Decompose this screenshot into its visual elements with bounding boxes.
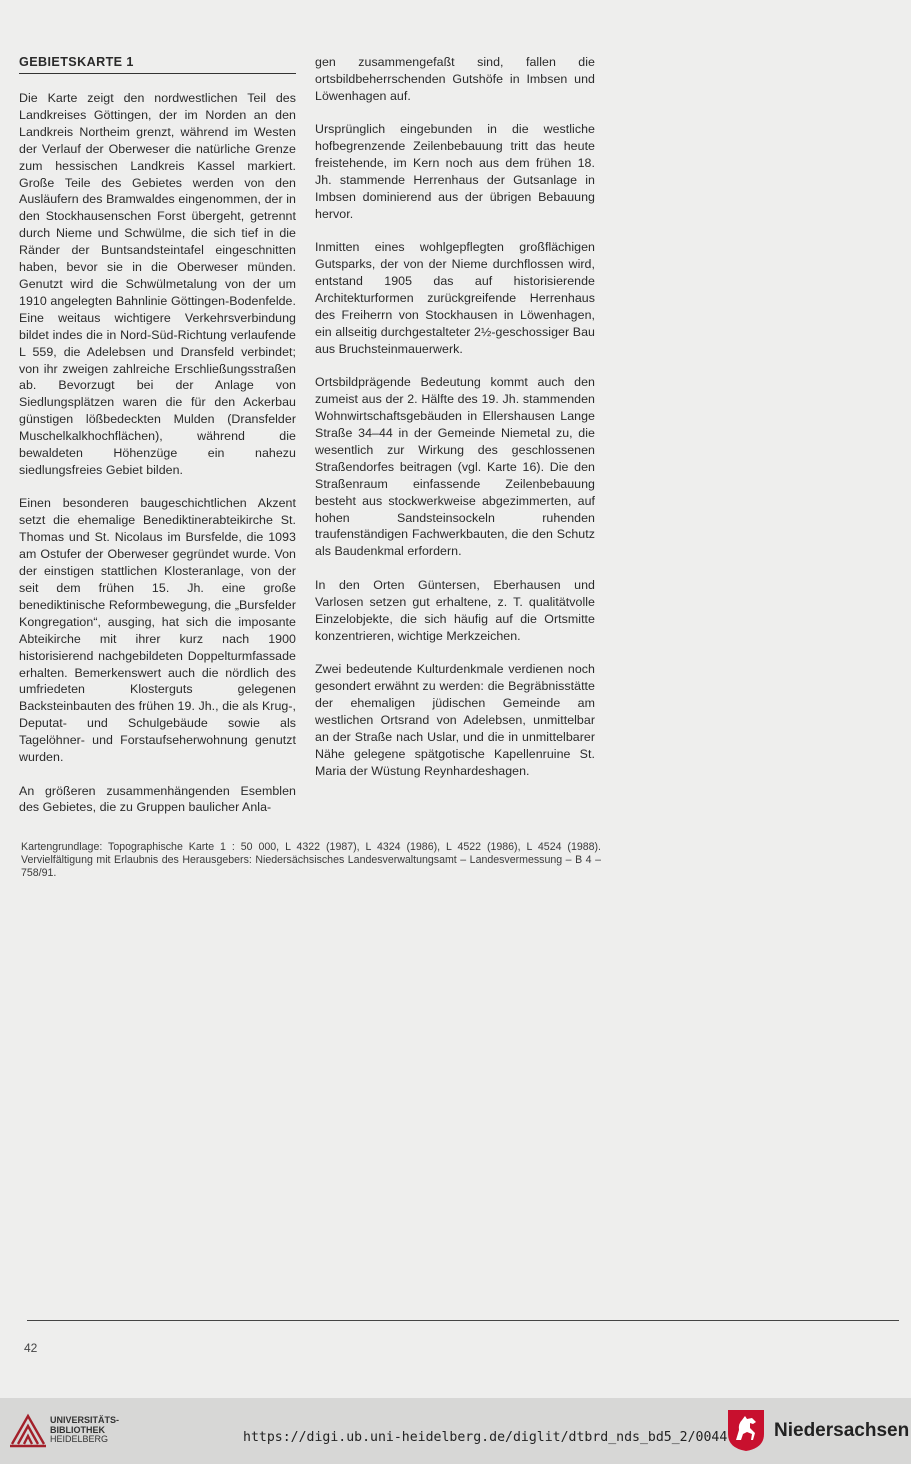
bottom-divider xyxy=(27,1320,899,1321)
page-number: 42 xyxy=(24,1341,38,1355)
university-library-logo-icon xyxy=(8,1410,48,1450)
paragraph: gen zusammengefaßt sind, fallen die ortsbildbeherrschenden Gutshöfe in Imbsen und Löwenhagen auf. xyxy=(315,55,595,103)
left-column xyxy=(19,54,296,833)
right-column xyxy=(315,54,595,796)
library-name-line: UNIVERSITÄTS- xyxy=(50,1415,120,1425)
library-name-line: HEIDELBERG xyxy=(50,1434,109,1444)
paragraph: Zwei bedeutende Kulturdenkmale verdienen noch gesondert erwähnt zu werden: die Begräbnisstätte der ehemaligen jüdischen Gemeinde am westlichen Ortsrand von Adelebsen, unmittelbar an der Straße nach Uslar, und die in unmittelbarer Nähe gelegene spätgotische Kapellenruine St. Maria der Wüstung Reynhardeshagen. xyxy=(315,662,595,778)
library-name-line: BIBLIOTHEK xyxy=(50,1424,105,1435)
paragraph: Ortsbildprägende Bedeutung kommt auch den zumeist aus der 2. Hälfte des 19. Jh. stammenden Wohnwirtschaftsgebäuden in Ellershausen Lange Straße 34–44 in der Gemeinde Niemetal zu, die wesentlich zur Wirkung des geschlossenen Straßendorfes beitragen (vgl. Karte 16). Die den Straßenraum einfassende Zeilenbebauung besteht aus stockwerkweise abgezimmerten, auf hohen Sandsteinsockeln ruhenden traufenständigen Fachwerkbauten, die den Schutz als Baudenkmal erfordern. xyxy=(315,375,595,559)
state-name: Niedersachsen xyxy=(774,1420,910,1441)
paragraph: Die Karte zeigt den nordwestlichen Teil des Landkreises Göttingen, der im Norden an den Landkreis Northeim grenzt, während im Westen der Verlauf der Oberweser die natürliche Grenze zum hessischen Landkreis Kassel markiert. Große Teile des Gebietes werden von den Ausläufern des Bramwaldes eingenommen, der in den Stockhausenschen Forst übergeht, getrennt durch Nieme und Schwülme, die sich tief in die Ränder der Buntsandsteintafel eingeschnitten haben, bevor sie in die Oberweser münden. Genutzt wird die Schwülmetalung von der um 1910 angelegten Bahnlinie Göttingen-Bodenfelde. Eine weitaus wichtigere Verkehrsverbindung bildet indes die in Nord-Süd-Richtung verlaufende L 559, die Adelebsen und Dransfeld verbindet; von ihr zweigen zahlreiche Erschließungsstraßen ab. Bevorzugt bei der Anlage von Siedlungsplätzen waren die für den Ackerbau günstigen lößbedeckten Mulden (Dransfelder Muschelkalkhochflächen), während die bewaldeten Höhenzüge ein nahezu siedlungsfreies Gebiet bilden. xyxy=(19,91,296,477)
section-heading: GEBIETSKARTE 1 xyxy=(19,54,296,74)
viewer-footer xyxy=(0,1398,911,1464)
paragraph: Inmitten eines wohlgepflegten großflächigen Gutsparks, der von der Nieme durchflossen wird, entstand 1905 das auf historisierende Architekturformen zurückgreifende Herrenhaus des Freiherrn von Stockhausen in Löwenhagen, ein allseitig durchgestalteter 2½-geschossiger Bau aus Bruchsteinmauerwerk. xyxy=(315,240,595,356)
paragraph: Ursprünglich eingebunden in die westliche hofbegrenzende Zeilenbebauung tritt das heute freistehende, im Kern noch aus dem frühen 18. Jh. stammende Herrenhaus der Gutsanlage in Imbsen dominierend aus der übrigen Bebauung hervor. xyxy=(315,122,595,221)
niedersachsen-horse-logo-icon xyxy=(726,1408,766,1452)
paragraph: In den Orten Güntersen, Eberhausen und Varlosen setzen gut erhaltene, z. T. qualitätvolle Einzelobjekte, die sich häufig auf die Ortsmitte konzentrieren, wichtige Merkzeichen. xyxy=(315,577,595,643)
map-source-footnote: Kartengrundlage: Topographische Karte 1 : 50 000, L 4322 (1987), L 4324 (1986), L 4522 (1986), L 4524 (1988). Vervielfältigung mit Erlaubnis des Herausgebers: Niedersächsisches Landesverwaltungsamt – Landesvermessung – B 4 – 758/91. xyxy=(21,841,601,879)
library-name xyxy=(50,1416,119,1445)
document-url-link[interactable]: https://digi.ub.uni-heidelberg.de/diglit/dtbrd_nds_bd5_2/0044 xyxy=(243,1430,728,1445)
paragraph: An größeren zusammenhängenden Esemblen des Gebietes, die zu Gruppen baulicher Anla- xyxy=(19,783,296,815)
paragraph: Einen besonderen baugeschichtlichen Akzent setzt die ehemalige Benediktinerabteikirche St. Thomas und St. Nicolaus im Bursfelde, die 1093 am Ostufer der Oberweser gegründet wurde. Von der einstigen stattlichen Klosteranlage, von der seit dem frühen 15. Jh. eine große benediktinische Reformbewegung, die „Bursfelder Kongregation“, ausging, hat sich die imposante Abteikirche mit ihrer kurz nach 1900 historisierend nachgebildeten Doppelturmfassade erhalten. Bemerkenswert auch die nördlich des umfriedeten Klosterguts gelegenen Backsteinbauten des frühen 19. Jh., die als Krug-, Deputat- und Schulgebäude sowie als Tagelöhner- und Forstaufseherwohnung genutzt wurden. xyxy=(19,496,296,765)
